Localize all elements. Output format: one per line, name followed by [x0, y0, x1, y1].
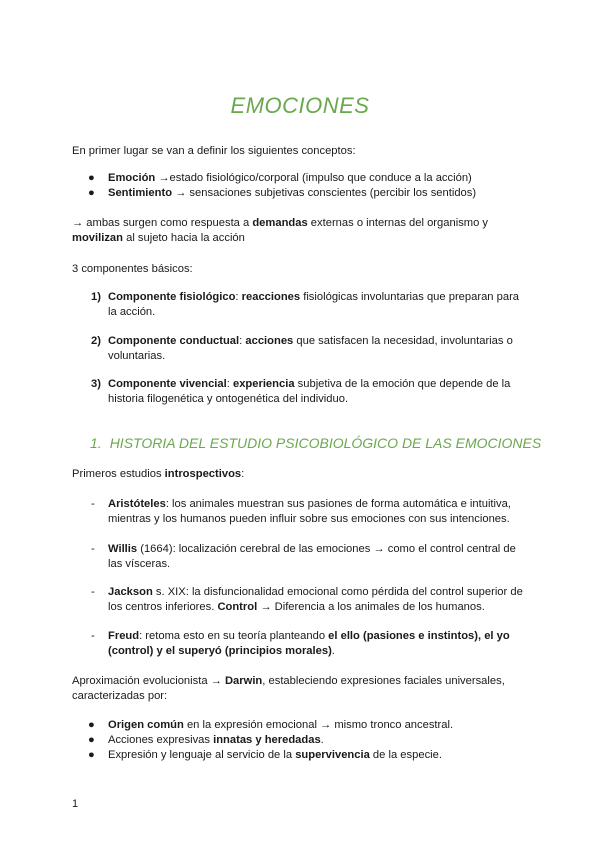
bullet-icon: ● [88, 187, 95, 199]
darwin-paragraph: Aproximación evolucionista → Darwin, estableciendo expresiones faciales universales, caracterizadas por: [72, 675, 505, 702]
dash-bullet: - [91, 586, 95, 598]
component-number: 2) [91, 335, 101, 347]
component-text: Componente conductual: acciones que satisfacen la necesidad, involuntarias o voluntarias. [108, 335, 513, 362]
intro-paragraph: En primer lugar se van a definir los siguientes conceptos: [72, 145, 356, 157]
components-intro: 3 componentes básicos: [72, 263, 193, 275]
arrow-paragraph: → ambas surgen como respuesta a demandas externas o internas del organismo y movilizan al sujeto hacia la acción [72, 217, 489, 244]
definition-text: → sensaciones subjetivas conscientes (percibir los sentidos) [172, 187, 477, 199]
definition-term: Sentimiento [108, 187, 173, 199]
component-text: Componente vivencial: experiencia subjetiva de la emoción que depende de la historia filogenética y ontogenética del individuo. [108, 378, 511, 405]
dash-bullet: - [91, 543, 95, 555]
definition-term: Emoción [108, 172, 156, 184]
page-title: EMOCIONES [230, 93, 370, 118]
section-heading: 1. HISTORIA DEL ESTUDIO PSICOBIOLÓGICO DE LAS EMOCIONES [90, 435, 542, 451]
history-item: Jackson s. XIX: la disfuncionalidad emocional como pérdida del control superior de los centros inferiores. Control → Diferencia a los animales de los humanos. [108, 586, 523, 613]
history-item: Aristóteles: los animales muestran sus pasiones de forma automática e intuitiva, mientras y los humanos pueden influir sobre sus emociones con sus intenciones. [108, 498, 511, 525]
primeros-paragraph: Primeros estudios introspectivos: [72, 468, 245, 480]
history-item: Willis (1664): localización cerebral de las emociones → como el control central de las vísceras. [108, 543, 516, 570]
component-number: 1) [91, 291, 101, 303]
definition-text: →estado fisiológico/corporal (impulso que conduce a la acción) [155, 172, 472, 184]
bullet-icon: ● [88, 719, 95, 731]
dash-bullet: - [91, 630, 95, 642]
component-text: Componente fisiológico: reacciones fisiológicas involuntarias que preparan para la acción. [108, 291, 520, 318]
bullet-icon: ● [88, 734, 95, 746]
component-number: 3) [91, 378, 101, 390]
dash-bullet: - [91, 498, 95, 510]
page-number: 1 [72, 798, 79, 810]
bullet-icon: ● [88, 172, 95, 184]
bullet-icon: ● [88, 749, 95, 761]
history-item: Freud: retoma esto en su teoría planteando el ello (pasiones e instintos), el yo (control) y el superyó (principios morales). [108, 630, 510, 657]
